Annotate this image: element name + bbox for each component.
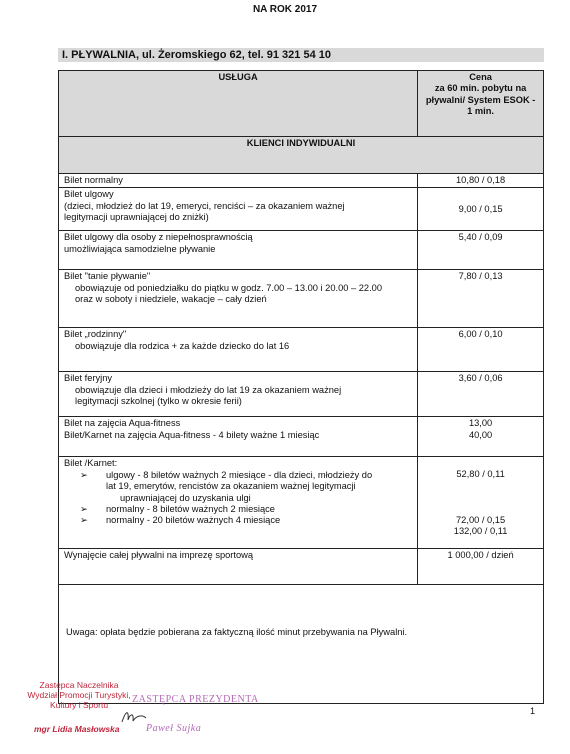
- price-header-line: za 60 min. pobytu na: [434, 83, 527, 94]
- stamp-name: Paweł Sujka: [146, 723, 202, 734]
- price-value: 10,80 / 0,18: [456, 175, 506, 185]
- arrow-bullet-icon: ➢: [80, 469, 88, 480]
- service-line: obowiązuje dla dzieci i młodzieży do lat 19 za okazaniem ważnej: [75, 384, 342, 395]
- table-row: [59, 328, 544, 372]
- table-row: [59, 372, 544, 417]
- price-value: 9,00 / 0,15: [458, 203, 503, 214]
- service-cell: [59, 457, 418, 549]
- service-cell: [59, 174, 418, 188]
- service-line: Bilet feryjny: [64, 373, 113, 384]
- category-band: KLIENCI INDYWIDUALNI: [59, 137, 544, 174]
- table-row: [59, 270, 544, 328]
- karnet-line: lat 19, emerytów, rencistów za okazaniem ważnej legitymacji: [106, 481, 356, 492]
- table-row: [59, 174, 544, 188]
- price-cell: [418, 372, 544, 417]
- stamp-line: Wydział Promocji Turystyki,: [27, 690, 131, 700]
- service-cell: [59, 372, 418, 417]
- price-cell: [418, 328, 544, 372]
- page-number: 1: [530, 706, 536, 716]
- column-header-price: [418, 71, 544, 137]
- service-cell: [59, 231, 418, 270]
- stamp-line: Kultury i Sportu: [49, 700, 109, 710]
- service-line: obowiązuje dla rodzica + za każde dziecko do lat 16: [75, 340, 290, 351]
- arrow-bullet-icon: ➢: [80, 504, 88, 515]
- arrow-bullet-icon: ➢: [80, 515, 88, 526]
- list-item: [64, 470, 412, 504]
- category-band-row: [59, 137, 544, 174]
- price-cell: [418, 549, 544, 585]
- service-cell: [59, 188, 418, 231]
- price-value: 72,00 / 0,15: [456, 514, 506, 525]
- service-line: oraz w soboty i niedziele, wakacje – cały dzień: [75, 294, 267, 305]
- price-value: 3,60 / 0,06: [458, 373, 503, 384]
- karnet-line: normalny - 8 biletów ważnych 2 miesiące: [106, 504, 275, 515]
- table-header-row: [59, 71, 544, 137]
- price-cell: [418, 457, 544, 549]
- service-line: umożliwiająca samodzielne pływanie: [64, 243, 216, 254]
- price-header-line: pływalni/ System ESOK -: [425, 94, 536, 105]
- service-line: Bilet ulgowy dla osoby z niepełnosprawnością: [64, 232, 253, 243]
- stamp-line: Zastępca Naczelnika: [39, 680, 119, 690]
- page-title: NA ROK 2017: [252, 4, 318, 15]
- table-row: [59, 188, 544, 231]
- price-value: 52,80 / 0,11: [456, 469, 505, 480]
- price-header-line: 1 min.: [467, 106, 495, 117]
- service-line: Bilet "tanie pływanie": [64, 271, 151, 282]
- service-line: legitymacji uprawniającej do zniżki): [64, 212, 209, 223]
- table-row: [59, 457, 544, 549]
- service-line: Bilet „rodzinny": [64, 329, 127, 340]
- price-header-line: Cena: [469, 72, 492, 82]
- stamp-name: mgr Lidia Masłowska: [34, 724, 120, 734]
- service-line: obowiązuje od poniedziałku do piątku w godz. 7.00 – 13.00 i 20.00 – 22.00: [75, 282, 383, 293]
- table-row: [59, 417, 544, 457]
- service-line: Bilet/Karnet na zajęcia Aqua-fitness - 4 bilety ważne 1 miesiąc: [64, 429, 320, 440]
- karnet-title: Bilet /Karnet:: [64, 458, 118, 469]
- service-line: (dzieci, młodzież do lat 19, emeryci, renciści – za okazaniem ważnej: [64, 200, 345, 211]
- price-cell: [418, 231, 544, 270]
- price-value: 6,00 / 0,10: [458, 329, 503, 340]
- table-row: [59, 549, 544, 585]
- price-cell: [418, 417, 544, 457]
- service-line: Bilet na zajęcia Aqua-fitness: [64, 418, 181, 429]
- table-row: [59, 231, 544, 270]
- service-cell: [59, 328, 418, 372]
- list-item: [64, 515, 412, 526]
- column-header-service: USŁUGA: [59, 71, 418, 137]
- section-header: I. PŁYWALNIA, ul. Żeromskiego 62, tel. 91 321 54 10: [58, 48, 544, 62]
- official-stamp-right: [132, 694, 292, 734]
- service-cell: [59, 549, 418, 585]
- karnet-line: uprawniającej do uzyskania ulgi: [120, 492, 251, 503]
- service-line: Wynajęcie całej pływalni na imprezę sportową: [64, 550, 254, 561]
- price-cell: [418, 270, 544, 328]
- price-cell: [418, 174, 544, 188]
- service-line: Bilet normalny: [64, 175, 123, 185]
- price-table: [58, 70, 544, 585]
- stamp-title: ZASTĘPCA PREZYDENTA: [132, 694, 259, 705]
- price-value: 5,40 / 0,09: [458, 232, 503, 243]
- price-value: 1 000,00 / dzień: [447, 550, 514, 561]
- price-value: 132,00 / 0,11: [453, 526, 508, 537]
- service-cell: [59, 417, 418, 457]
- price-value: 40,00: [468, 429, 493, 440]
- list-item: [64, 504, 412, 515]
- pricing-note: Uwaga: opłata będzie pobierana za faktyczną ilość minut przebywania na Pływalni.: [66, 627, 408, 637]
- price-value: 13,00: [468, 418, 493, 429]
- karnet-list: [64, 470, 412, 527]
- service-line: legitymacji szkolnej (tylko w okresie ferii): [75, 396, 242, 407]
- price-cell: [418, 188, 544, 231]
- karnet-line: ulgowy - 8 biletów ważnych 2 miesiące - dla dzieci, młodzieży do: [106, 469, 373, 480]
- price-value: 7,80 / 0,13: [458, 271, 503, 282]
- service-cell: [59, 270, 418, 328]
- service-line: Bilet ulgowy: [64, 189, 114, 200]
- karnet-line: normalny - 20 biletów ważnych 4 miesiące: [106, 515, 281, 526]
